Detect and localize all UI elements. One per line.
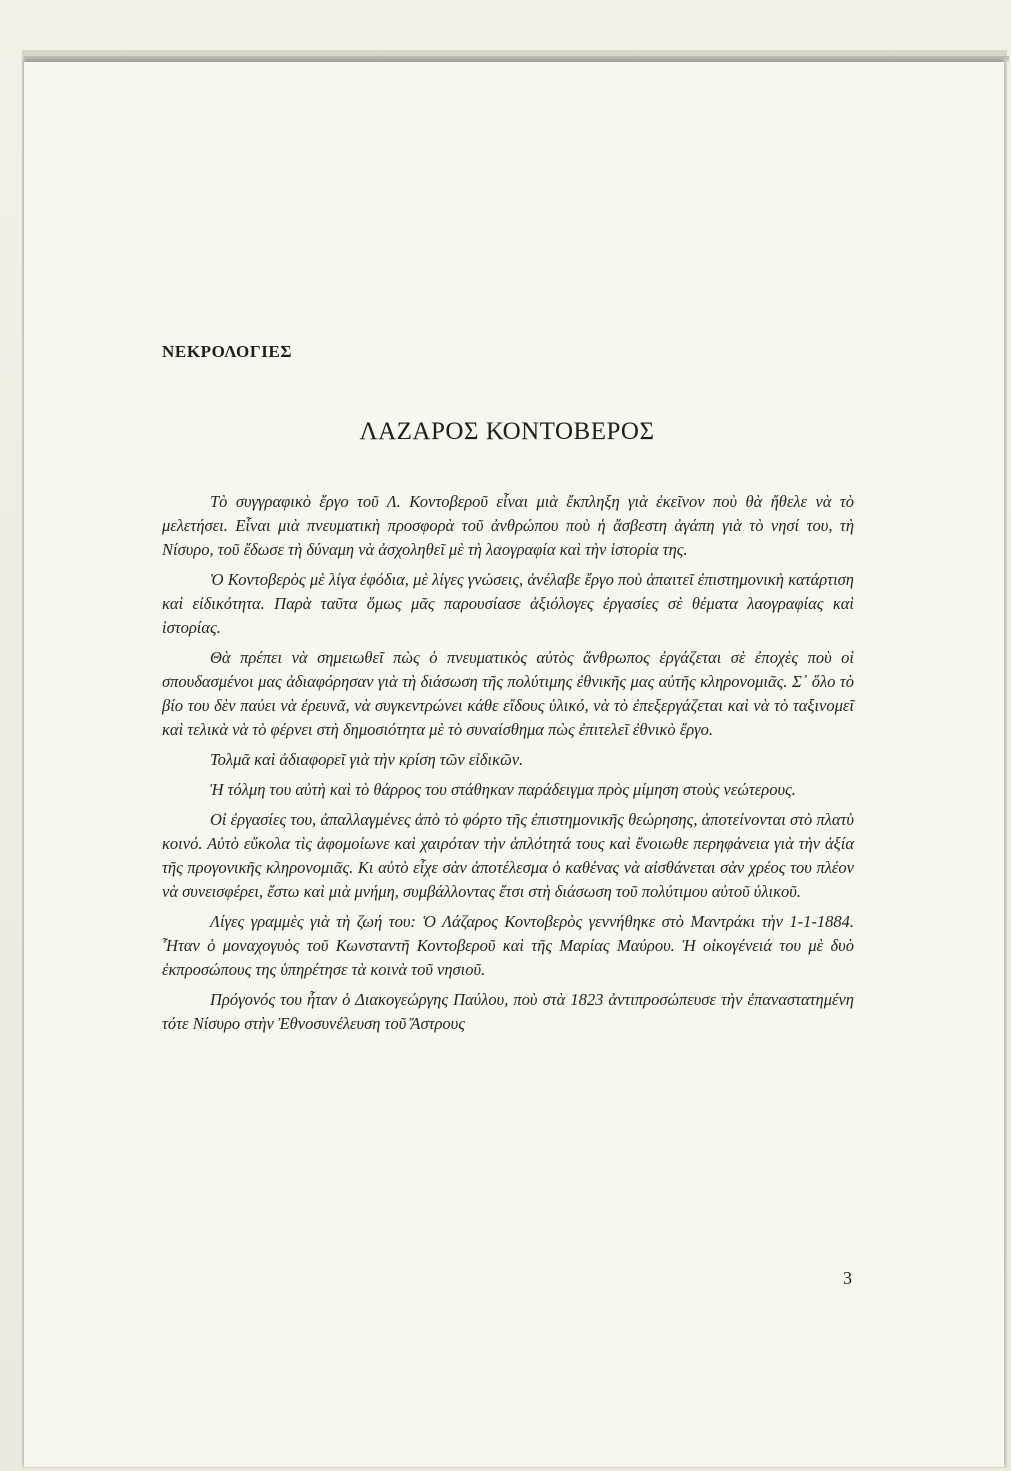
paragraph: Ἡ τόλμη του αὐτὴ καὶ τὸ θάρρος του στάθηκαν παράδειγμα πρὸς μίμηση στοὺς νεώτερους. [210,780,796,799]
paragraph: Τολμᾶ καὶ ἀδιαφορεῖ γιὰ τὴν κρίση τῶν εἰδικῶν. [210,750,524,769]
paragraph: Θὰ πρέπει νὰ σημειωθεῖ πὼς ὁ πνευματικὸς αὐτὸς ἄνθρωπος ἐργάζεται σὲ ἐποχὲς ποὺ οἱ σπουδασμένοι μας ἀδιαφόρησαν γιὰ τὴ διάσωση τῆς πολύτιμης ἐθνικῆς μας αὐτῆς κληρονομιᾶς. Σ᾽ ὅλο τὸ βίο του δὲν παύει νὰ ἐρευνᾶ, νὰ συγκεντρώνει κάθε εἴδους ὑλικό, νὰ τὸ ἐπεξεργάζεται καὶ νὰ τὸ ταξινομεῖ καὶ τελικὰ νὰ τὸ φέρνει στὴ δημοσιότητα μὲ τὸ συναίσθημα πὼς ἐπιτελεῖ ἐθνικὸ ἔργο. [162,648,854,739]
article-title: ΛΑΖΑΡΟΣ ΚΟΝΤΟΒΕΡΟΣ [359,418,655,445]
paragraph: Λίγες γραμμὲς γιὰ τὴ ζωή του: Ὁ Λάζαρος Κοντοβερὸς γεννήθηκε στὸ Μαντράκι τὴν 1-1-1884. Ἦταν ὁ μοναχογυὸς τοῦ Κωνσταντῆ Κοντοβεροῦ καὶ τῆς Μαρίας Μαύρου. Ἡ οἰκογένειά του μὲ δυὸ ἐκπροσώπους της ὑπηρέτησε τὰ κοινὰ τοῦ νησιοῦ. [162,912,854,979]
article-body [162,490,854,1042]
paragraph: Οἱ ἐργασίες του, ἀπαλλαγμένες ἀπὸ τὸ φόρτο τῆς ἐπιστημονικῆς θεώρησης, ἀποτείνονται στὸ πλατὺ κοινό. Αὐτὸ εὔκολα τὶς ἀφομοίωνε καὶ χαιρόταν τὴν ἁπλότητά τους καὶ ἔνοιωθε περηφάνεια γιὰ τὴν ἀξία τῆς προγονικῆς κληρονομιᾶς. Κι αὐτὸ εἶχε σὰν ἀποτέλεσμα ὁ καθένας νὰ αἰσθάνεται σὰν χρέος του πλέον νὰ συνεισφέρει, ἔστω καὶ μιὰ μνήμη, συμβάλλοντας ἔτσι στὴ διάσωση τοῦ πολύτιμου αὐτοῦ ὑλικοῦ. [162,810,854,901]
page-number: 3 [843,1268,852,1288]
section-label: ΝΕΚΡΟΛΟΓΙΕΣ [162,342,293,361]
paragraph: Τὸ συγγραφικὸ ἔργο τοῦ Λ. Κοντοβεροῦ εἶναι μιὰ ἔκπληξη γιὰ ἐκεῖνον ποὺ θὰ ἤθελε νὰ τὸ μελετήσει. Εἶναι μιὰ πνευματικὴ προσφορὰ τοῦ ἀνθρώπου ποὺ ἡ ἄσβεστη ἀγάπη γιὰ τὸ νησί του, τὴ Νίσυρο, τοῦ ἔδωσε τὴ δύναμη νὰ ἀσχοληθεῖ μὲ τὴ λαογραφία καὶ τὴν ἱστορία της. [162,492,854,559]
paragraph: Ὁ Κοντοβερὸς μὲ λίγα ἐφόδια, μὲ λίγες γνώσεις, ἀνέλαβε ἔργο ποὺ ἀπαιτεῖ ἐπιστημονικὴ κατάρτιση καὶ εἰδικότητα. Παρὰ ταῦτα ὅμως μᾶς παρουσίασε ἀξιόλογες ἐργασίες σὲ θέματα λαογραφίας καὶ ἱστορίας. [162,570,854,637]
paragraph: Πρόγονός του ἦταν ὁ Διακογεώργης Παύλου, ποὺ στὰ 1823 ἀντιπροσώπευσε τὴν ἐπαναστατημένη τότε Νίσυρο στὴν Ἐθνοσυνέλευση τοῦ Ἄστρους [162,990,854,1033]
